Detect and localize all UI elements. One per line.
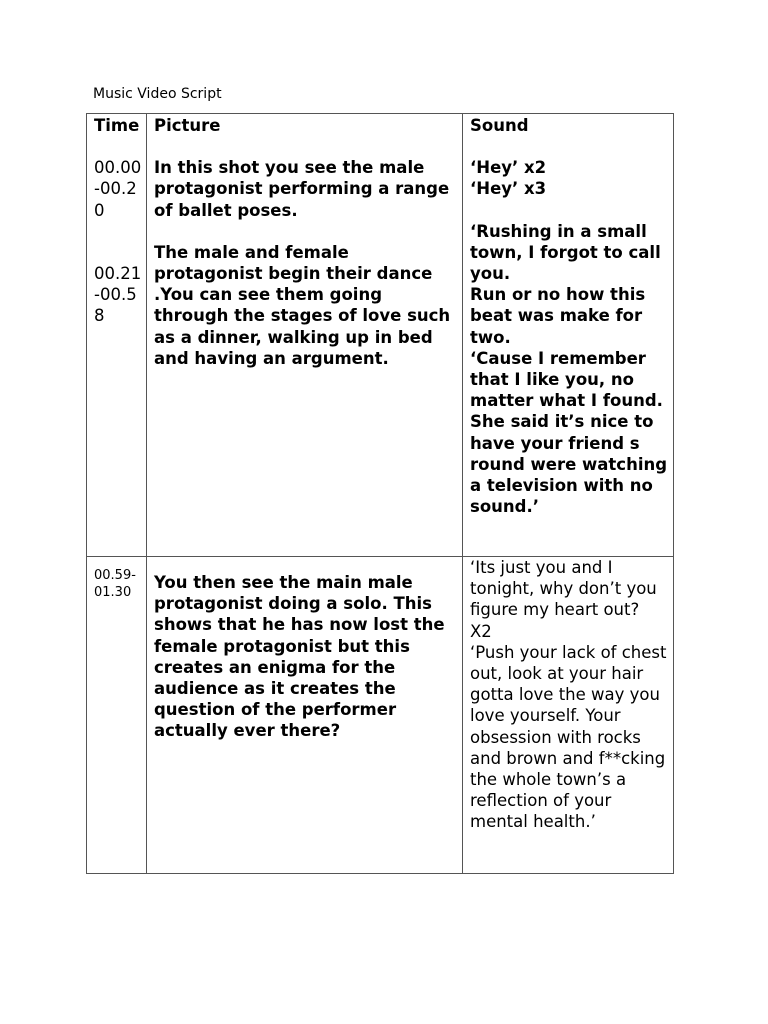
sound-lyric: ‘Hey’ x3: [470, 179, 547, 199]
time-range: 00.00-00.20: [94, 158, 142, 220]
sound-lyric: ‘Hey’ x2: [470, 158, 547, 178]
script-table: [86, 113, 674, 874]
picture-cell: [147, 557, 463, 874]
time-range: 00.21-00.58: [94, 263, 142, 326]
table-row: [87, 557, 674, 874]
time-cell: [87, 114, 147, 557]
sound-cell: [463, 557, 674, 874]
picture-description: You then see the main male protagonist doing a solo. This shows that he has now lost the female protagonist but this creates an enigma for the audience as it creates the question of the performer actually ever there?: [154, 573, 445, 741]
sound-cell: [463, 114, 674, 557]
time-cell: [87, 557, 147, 874]
time-range: 00.59-01.30: [94, 568, 136, 600]
sound-lyrics: ‘Its just you and I tonight, why don’t you figure my heart out? X2 ‘Push your lack of chest out, look at your hair gotta love the way you love yourself. Your obsession with rocks and brown and f**cking the whole town’s a reflection of your mental health.’: [470, 558, 667, 832]
picture-cell: [147, 114, 463, 557]
table-row: [87, 114, 674, 557]
picture-description: The male and female protagonist begin their dance .You can see them going through the stages of love such as a dinner, walking up in bed and having an argument.: [154, 242, 451, 368]
picture-description: In this shot you see the male protagonist performing a range of ballet poses.: [154, 158, 450, 220]
sound-header: Sound: [470, 116, 529, 135]
time-header: Time: [94, 116, 140, 135]
sound-lyrics: ‘Rushing in a small town, I forgot to call you. Run or no how this beat was make for two. ‘Cause I remember that I like you, no matter what I found. She said it’s nice to have your friend s round were watching a television with no sound.’: [470, 221, 668, 517]
picture-header: Picture: [154, 116, 221, 135]
document-title: Music Video Script: [93, 86, 222, 102]
